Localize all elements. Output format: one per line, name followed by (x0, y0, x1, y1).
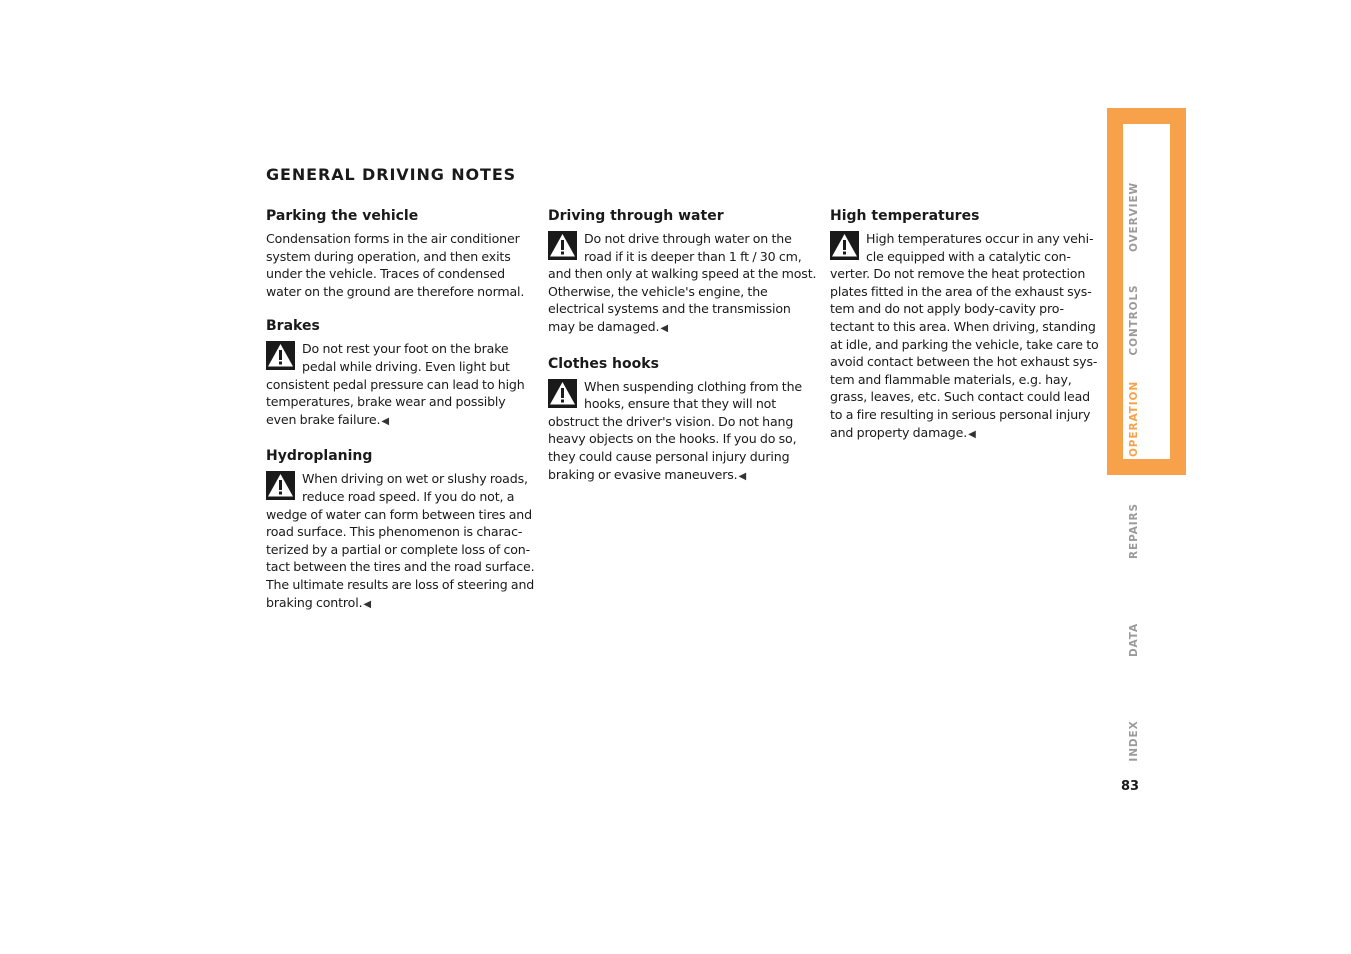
section-heading: Brakes (266, 318, 320, 335)
tab-label: OVERVIEW (1128, 181, 1140, 253)
warning-text: Do not drive through water on the road if it is deeper than 1 ft / 30 cm, and then only at walking speed at the most. Otherwise, the vehicle's engine, the electrical systems and the transmission may be damaged. (548, 231, 817, 334)
section-hydroplaning (266, 447, 538, 613)
tab-label: REPAIRS (1128, 503, 1140, 559)
warning-text: When suspending clothing from the hooks, ensure that they will not obstruct the driver's vision. Do not hang heavy objects on the hooks. If you do so, they could cause personal injury during braking or evasive maneuvers. (548, 378, 803, 482)
section-parking-the-vehicle (266, 207, 538, 300)
section-text (830, 230, 1102, 443)
warning-text: High temperatures occur in any vehi-cle equipped with a catalytic con-verter. Do not remove the heat protection plates fitted in the area of the exhaust sys-tem and do not apply body-cavity pro-tectant to this area. When driving, standing at idle, and parking the vehicle, take care to avoid contact between the hot exhaust sys-tem and flammable materials, e.g. hay, grass, leaves, etc. Such contact could lead to a fire resulting in serious personal injury and property damage. (830, 231, 1099, 440)
warning-text: Do not rest your foot on the brake pedal while driving. Even light but consistent pedal pressure can lead to high temperatures, brake wear and possibly even brake failure. (266, 341, 525, 427)
column-left (266, 207, 538, 630)
end-mark-icon: ◀ (381, 415, 389, 427)
warning-icon (548, 231, 577, 260)
section-heading: High temperatures (830, 208, 980, 224)
section-heading: Hydroplaning (266, 448, 373, 465)
warning-icon (548, 379, 577, 408)
section-text (266, 340, 538, 430)
section-text (548, 230, 820, 338)
section-text (266, 470, 538, 613)
warning-icon (830, 231, 859, 260)
section-text: Condensation forms in the air conditioner system during operation, and then exits under the vehicle. Traces of condensed water on the ground are therefore normal. (266, 231, 525, 299)
section-heading: Clothes hooks (548, 355, 659, 372)
section-heading: Parking the vehicle (266, 208, 419, 224)
column-middle (548, 207, 820, 502)
tab-label: CONTROLS (1128, 284, 1140, 356)
active-chapter-frame (1107, 108, 1186, 475)
tab-label: OPERATION (1128, 380, 1140, 458)
section-brakes (266, 317, 538, 430)
column-right (830, 207, 1102, 460)
warning-icon (266, 471, 295, 500)
page-title: GENERAL DRIVING NOTES (266, 165, 517, 184)
end-mark-icon: ◀ (738, 470, 747, 482)
section-clothes-hooks (548, 355, 820, 486)
warning-text: When driving on wet or slushy roads, reduce road speed. If you do not, a wedge of water can form between tires and road surface. This phenomenon is charac-terized by a partial or complete loss of con-tact between the tires and the road surface. The ultimate results are loss of steering and braking control. (266, 471, 535, 610)
section-heading: Driving through water (548, 208, 724, 224)
end-mark-icon: ◀ (968, 428, 976, 440)
end-mark-icon: ◀ (363, 598, 371, 610)
tab-label: INDEX (1128, 720, 1140, 762)
section-high-temperatures (830, 207, 1102, 443)
end-mark-icon: ◀ (660, 322, 668, 334)
section-text (548, 378, 820, 486)
page-number: 83 (1121, 779, 1140, 794)
tab-label: DATA (1128, 622, 1140, 658)
section-driving-through-water (548, 207, 820, 338)
warning-icon (266, 341, 295, 370)
